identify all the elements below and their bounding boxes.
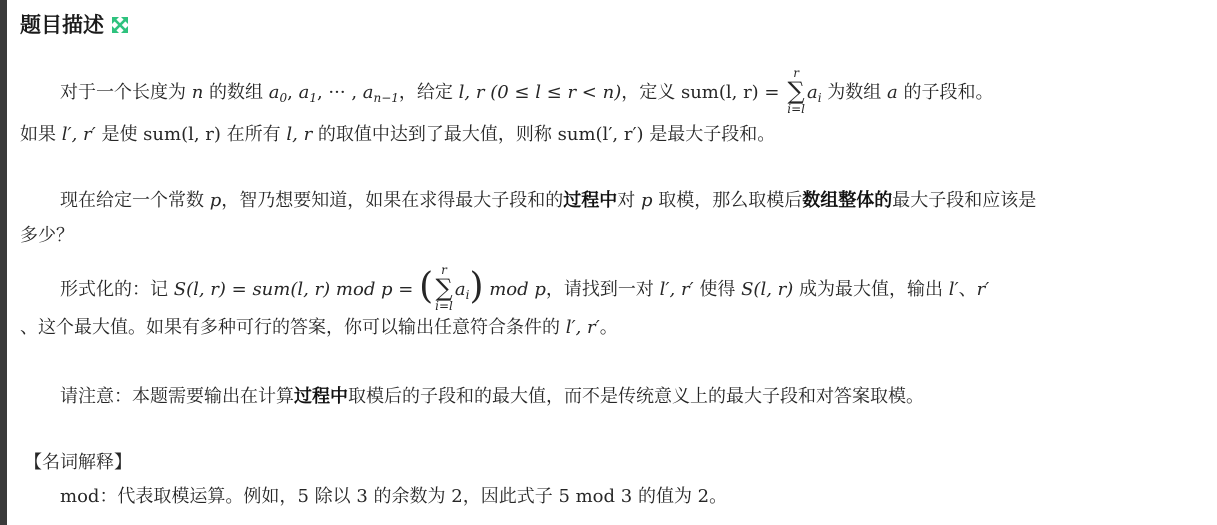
text: 的余数为 (367, 486, 452, 507)
text: ，因此式子 (462, 486, 559, 507)
text: ：代表取模运算。例如， (99, 486, 298, 507)
math-expression: 5 mod 3 (558, 486, 633, 507)
text: 的取值中达到了最大值，则称 (312, 124, 558, 145)
paragraph-max-subarray (20, 120, 1203, 150)
paragraph-question (20, 186, 1203, 216)
math-sum-def: sum(l, r) = (680, 82, 786, 103)
bold-text: 过程中 (563, 190, 618, 211)
text: 对于一个长度为 (60, 82, 192, 103)
math-a: a (887, 82, 898, 103)
text: 在所有 (220, 124, 287, 145)
math-lr: l, r (458, 82, 485, 103)
text: 的子段和。 (897, 82, 994, 103)
text: 除以 (308, 486, 357, 507)
glossary-heading-text: 【名词解释】 (24, 452, 132, 473)
text: 成为最大值，输出 (793, 279, 949, 300)
right-paren: ) (469, 266, 484, 307)
math-lr-prime: l′, r′ (659, 279, 694, 300)
math-lr-prime: l′, r′ (61, 124, 96, 145)
math-sum: sum(l, r) (143, 124, 221, 145)
glossary-mod (20, 482, 1203, 512)
paragraph-formal-cont (20, 313, 1203, 343)
text: ，请找到一对 (545, 279, 660, 300)
text: 是使 (95, 124, 144, 145)
expand-icon[interactable] (110, 15, 130, 35)
math-ai: $a_i$ (454, 279, 470, 302)
text: ，智乃想要知道，如果在求得最大子段和的 (221, 190, 564, 211)
text: 为数组 (821, 82, 887, 103)
text: 请注意：本题需要输出在计算 (60, 386, 294, 407)
summation-symbol: r ∑ i=l (435, 263, 453, 313)
paragraph-note (20, 382, 1203, 412)
text: 的数组 (203, 82, 269, 103)
left-paren: ( (419, 266, 434, 307)
section-header (20, 8, 130, 42)
text: 使得 (693, 279, 742, 300)
text: 、这个最大值。如果有多种可行的答案，你可以输出任意符合条件的 (20, 317, 566, 338)
bold-text: 数组整体的 (802, 190, 893, 211)
text: 。 (599, 317, 618, 338)
summation-symbol: r ∑ i=l (787, 66, 805, 116)
bold-text: 过程中 (294, 386, 348, 407)
text: 如果 (20, 124, 62, 145)
math-array: $a_0$, $a_1$, ··· , $a_{n-1}$ (268, 82, 399, 105)
math-r-prime: r′ (976, 279, 990, 300)
text: ，给定 (398, 82, 459, 103)
math-l-prime: l′ (948, 279, 959, 300)
text: 取模后的子段和的最大值，而不是传统意义上的最大子段和对答案取模。 (348, 386, 924, 407)
math-p: p (641, 190, 653, 211)
math-S-def: S(l, r) = sum(l, r) mod p = (173, 279, 420, 300)
left-border (0, 0, 7, 525)
math-lr-prime: l′, r′ (565, 317, 600, 338)
math-ai: $a_i$ (806, 82, 822, 105)
text: 取模，那么取模后 (652, 190, 803, 211)
math-sum-prime: sum(l′, r′) (557, 124, 644, 145)
text: 形式化的：记 (60, 279, 174, 300)
math-p: p (209, 190, 222, 211)
text: 、 (958, 279, 977, 300)
paragraph-question-cont (20, 221, 1203, 251)
math-S: S(l, r) (741, 279, 794, 300)
math-number: 2 (451, 486, 463, 507)
math-number: 2 (697, 486, 710, 507)
text: 最大子段和应该是 (892, 190, 1037, 211)
math-number: 5 (297, 486, 309, 507)
text: 。 (709, 486, 728, 507)
paragraph-formal (20, 265, 1203, 315)
math-mod-p: mod p (483, 279, 546, 300)
math-number: 3 (356, 486, 368, 507)
text: ，定义 (621, 82, 681, 103)
glossary-heading (24, 448, 1203, 478)
math-n: n (191, 82, 204, 103)
paragraph-definition (20, 68, 1203, 118)
text: 现在给定一个常数 (60, 190, 210, 211)
text: 是最大子段和。 (643, 124, 776, 145)
section-title: 题目描述 (20, 13, 104, 37)
math-mod: mod (60, 486, 100, 507)
math-condition: (0 ≤ l ≤ r < n) (484, 82, 622, 103)
text: 多少？ (20, 225, 74, 246)
text: 的值为 (632, 486, 698, 507)
math-lr: l, r (286, 124, 313, 145)
text: 对 (617, 190, 641, 211)
